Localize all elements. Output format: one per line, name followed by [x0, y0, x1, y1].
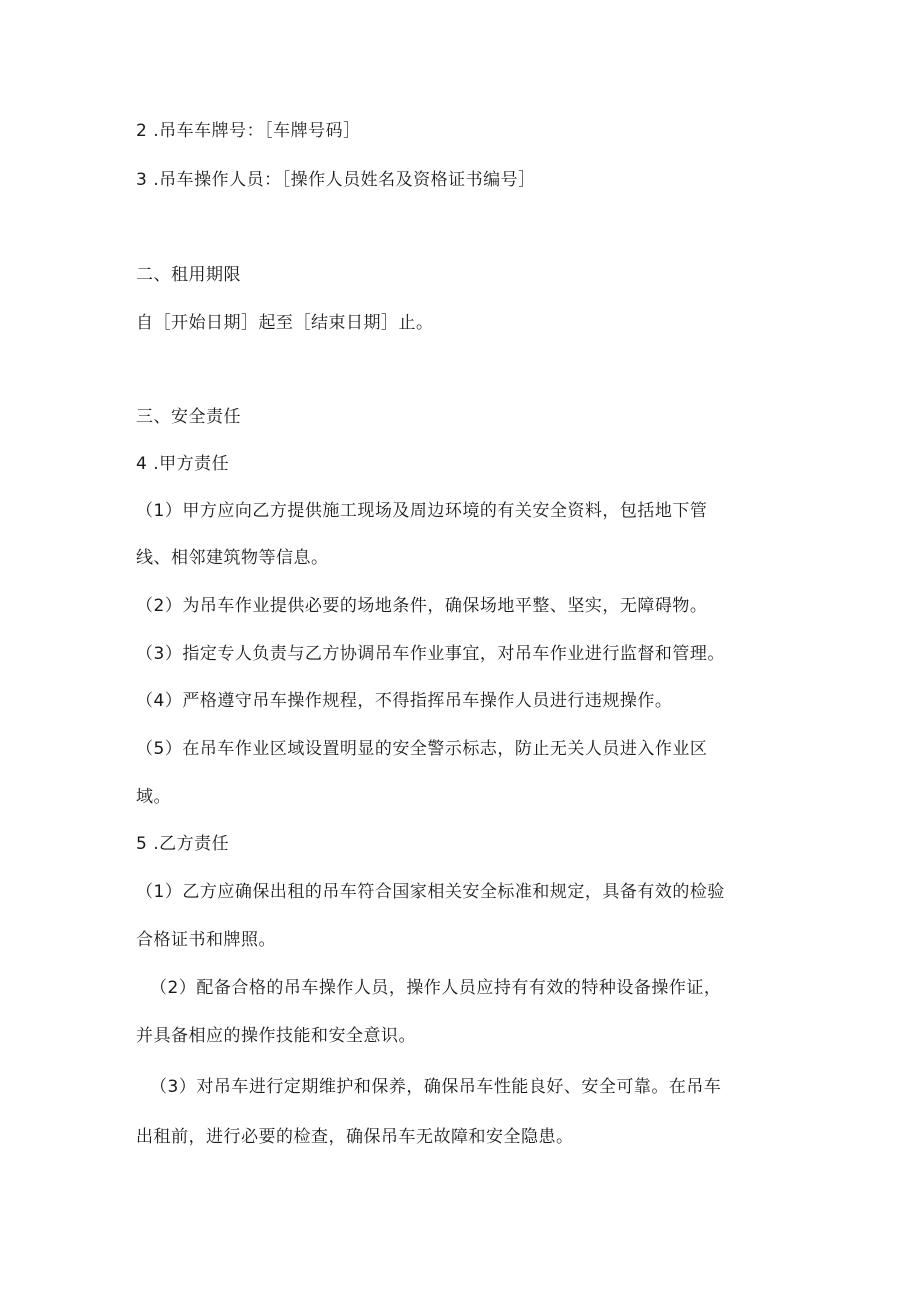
- section-heading-safety: 三、安全责任: [136, 407, 241, 427]
- party-a-item-5-cont: 域。: [136, 787, 171, 807]
- party-a-item-5: （5）在吊车作业区域设置明显的安全警示标志，防止无关人员进入作业区: [136, 739, 708, 759]
- party-b-heading: 5 .乙方责任: [136, 834, 230, 854]
- party-b-item-3-cont: 出租前，进行必要的检查，确保吊车无故障和安全隐患。: [136, 1127, 574, 1147]
- party-a-item-2: （2）为吊车作业提供必要的场地条件，确保场地平整、坚实，无障碍物。: [136, 596, 708, 616]
- crane-operator-line: 3 .吊车操作人员：［操作人员姓名及资格证书编号］: [136, 170, 536, 190]
- party-a-item-1-cont: 线、相邻建筑物等信息。: [136, 548, 329, 568]
- party-b-item-1-cont: 合格证书和牌照。: [136, 930, 276, 950]
- party-b-item-2-cont: 并具备相应的操作技能和安全意识。: [136, 1026, 416, 1046]
- party-a-heading: 4 .甲方责任: [136, 454, 230, 474]
- party-a-item-1: （1）甲方应向乙方提供施工现场及周边环境的有关安全资料，包括地下管: [136, 501, 708, 521]
- party-b-item-2: （2）配备合格的吊车操作人员，操作人员应持有有效的特种设备操作证，: [150, 978, 722, 998]
- crane-plate-line: 2 .吊车车牌号：［车牌号码］: [136, 121, 361, 141]
- section-heading-lease-term: 二、租用期限: [136, 265, 241, 285]
- party-b-item-3: （3）对吊车进行定期维护和保养，确保吊车性能良好、安全可靠。在吊车: [150, 1077, 722, 1097]
- party-b-item-1: （1）乙方应确保出租的吊车符合国家相关安全标准和规定，具备有效的检验: [136, 882, 725, 902]
- party-a-item-3: （3）指定专人负责与乙方协调吊车作业事宜，对吊车作业进行监督和管理。: [136, 644, 725, 664]
- lease-term-text: 自［开始日期］起至［结束日期］止。: [136, 313, 434, 333]
- party-a-item-4: （4）严格遵守吊车操作规程，不得指挥吊车操作人员进行违规操作。: [136, 691, 673, 711]
